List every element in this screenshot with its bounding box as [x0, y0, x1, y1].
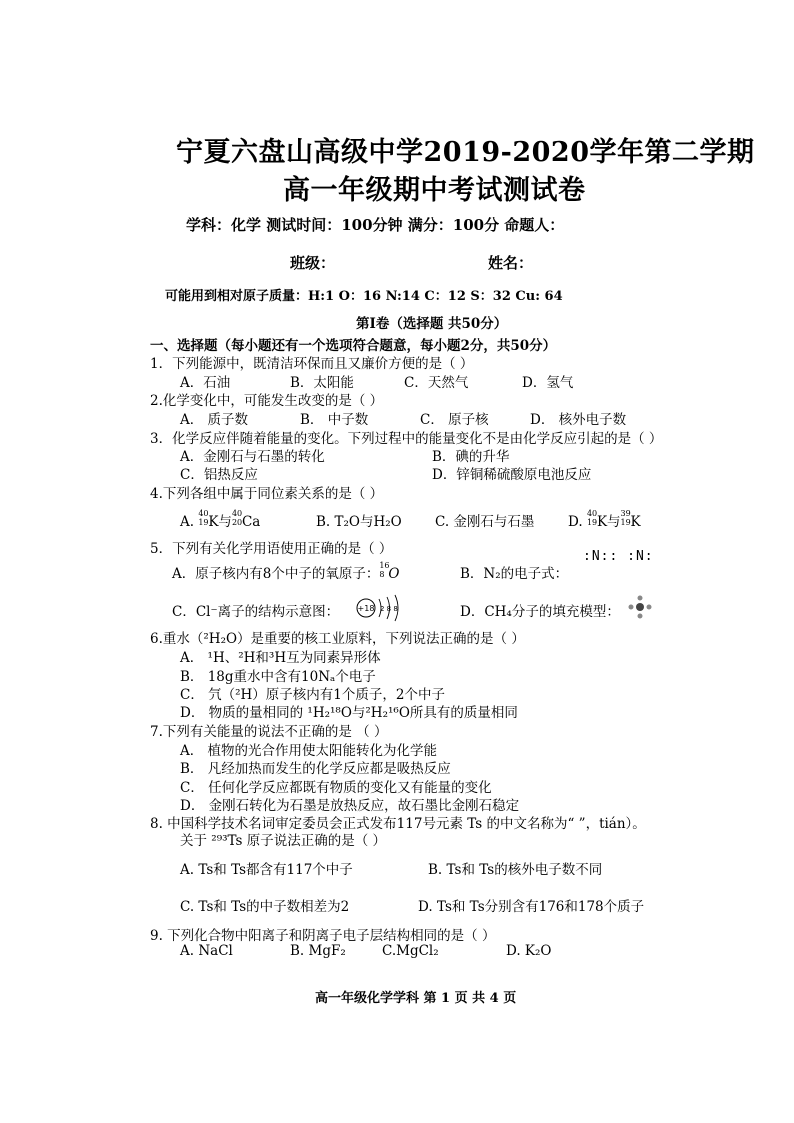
q3-option-a: A．金刚石与石墨的转化: [180, 449, 325, 465]
cl-nucleus-charge: +18: [357, 604, 375, 613]
q1-option-a: A．石油: [180, 375, 231, 391]
q1-option-d: D．氢气: [522, 375, 574, 391]
section-title: 第Ⅰ卷（选择题 共50分）: [356, 316, 508, 332]
exam-title: 高一年级期中考试测试卷: [283, 175, 586, 206]
cl-shell-electrons: 2 8 8: [380, 605, 398, 613]
q7-option-a: A． 植物的光合作用使太阳能转化为化学能: [180, 743, 438, 759]
q3-option-c: C．铝热反应: [180, 467, 258, 483]
q9-option-c: C.MgCl₂: [382, 943, 439, 959]
n2-electron-formula: :N:: :N:: [583, 549, 654, 564]
q6-option-b: B． 18g重水中含有10Nₐ个电子: [180, 669, 376, 685]
cl-ion-structure-diagram: [352, 594, 410, 622]
q7-option-b: B． 凡经加热而发生的化学反应都是吸热反应: [180, 761, 451, 777]
q9-option-a: A. NaCl: [180, 943, 233, 959]
q5-option-c: C．Cl⁻离子的结构示意图：: [172, 604, 340, 620]
class-label: 班级：: [290, 254, 336, 272]
q7-option-c: C． 任何化学反应都既有物质的变化又有能量的变化: [180, 780, 492, 796]
q3-stem: 3．化学反应伴随着能量的变化。下列过程中的能量变化不是由化学反应引起的是（ ）: [150, 431, 663, 447]
q3-option-b: B．碘的升华: [432, 449, 510, 465]
q6-stem: 6.重水（²H₂O）是重要的核工业原料，下列说法正确的是（ ）: [150, 631, 525, 647]
q6-option-c: C． 氕（²H）原子核内有1个质子，2个中子: [180, 687, 445, 703]
q8-option-b: B. Ts和 Ts的核外电子数不同: [428, 862, 603, 878]
q1-option-b: B．太阳能: [290, 375, 354, 391]
section-instruction: 一、选择题（每小题还有一个选项符合题意，每小题2分，共50分）: [150, 338, 557, 354]
q7-option-d: D． 金刚石转化为石墨是放热反应，故石墨比金刚石稳定: [180, 798, 520, 814]
q4-option-b: B. T₂O与H₂O: [316, 514, 402, 530]
q7-stem: 7.下列有关能量的说法不正确的是 （ ）: [150, 724, 388, 740]
q9-option-d: D. K₂O: [506, 943, 552, 959]
q4-option-c: C. 金刚石与石墨: [435, 514, 535, 530]
atomic-mass-line: 可能用到相对原子质量：H:1 O：16 N:14 C：12 S：32 Cu: 64: [165, 289, 563, 304]
q8-option-d: D. Ts和 Ts分别含有176和178个质子: [418, 899, 645, 915]
q8-option-c: C. Ts和 Ts的中子数相差为2: [180, 899, 350, 915]
q8-option-a: A. Ts和 Ts都含有117个中子: [180, 862, 353, 878]
q4-stem: 4.下列各组中属于同位素关系的是（ ）: [150, 486, 384, 502]
q3-option-d: D．锌铜稀硫酸原电池反应: [432, 467, 592, 483]
q5-option-d: D．CH₄分子的填充模型：: [460, 604, 620, 620]
q2-option-d: D． 核外电子数: [530, 412, 627, 428]
q6-option-a: A． ¹H、²H和³H互为同素异形体: [180, 650, 381, 666]
q5-option-b: B．N₂的电子式：: [460, 566, 569, 582]
q1-stem: 1．下列能源中，既清洁环保而且又廉价方便的是（ ）: [150, 356, 474, 372]
ch4-space-filling-model: [626, 595, 654, 619]
q4-option-a: A. 40 19 K与 40 20 Ca: [180, 508, 261, 530]
q5-stem: 5．下列有关化学用语使用正确的是（ ）: [150, 541, 393, 557]
name-label: 姓名：: [488, 254, 534, 272]
q4-option-d: D. 40 19 K与 39 19 K: [568, 508, 641, 530]
q1-option-c: C．天然气: [404, 375, 469, 391]
q2-option-c: C． 原子核: [420, 412, 489, 428]
q5-option-a: A．原子核内有8个中子的氧原子： 16 8 O: [172, 560, 400, 582]
q8-stem: 8. 中国科学技术名词审定委员会正式发布117号元素 Ts 的中文名称为“ ”，tián）。: [150, 816, 646, 832]
q9-stem: 9. 下列化合物中阳离子和阴离子电子层结构相同的是（ ）: [150, 928, 496, 944]
school-title: 宁夏六盘山高级中学2019-2020学年第二学期: [176, 137, 755, 168]
subject-line: 学科：化学 测试时间：100分钟 满分：100分 命题人：: [186, 216, 565, 234]
q2-option-b: B． 中子数: [300, 412, 369, 428]
q9-option-b: B. MgF₂: [290, 943, 346, 959]
q2-stem: 2.化学变化中，可能发生改变的是（ ）: [150, 393, 384, 409]
q2-option-a: A． 质子数: [180, 412, 249, 428]
q8-stem-continued: 关于 ²⁹³Ts 原子说法正确的是（ ）: [180, 833, 387, 849]
q6-option-d: D． 物质的量相同的 ¹H₂¹⁸O与²H₂¹⁶O所具有的质量相同: [180, 705, 518, 721]
page-footer: 高一年级化学学科 第 1 页 共 4 页: [315, 991, 517, 1006]
